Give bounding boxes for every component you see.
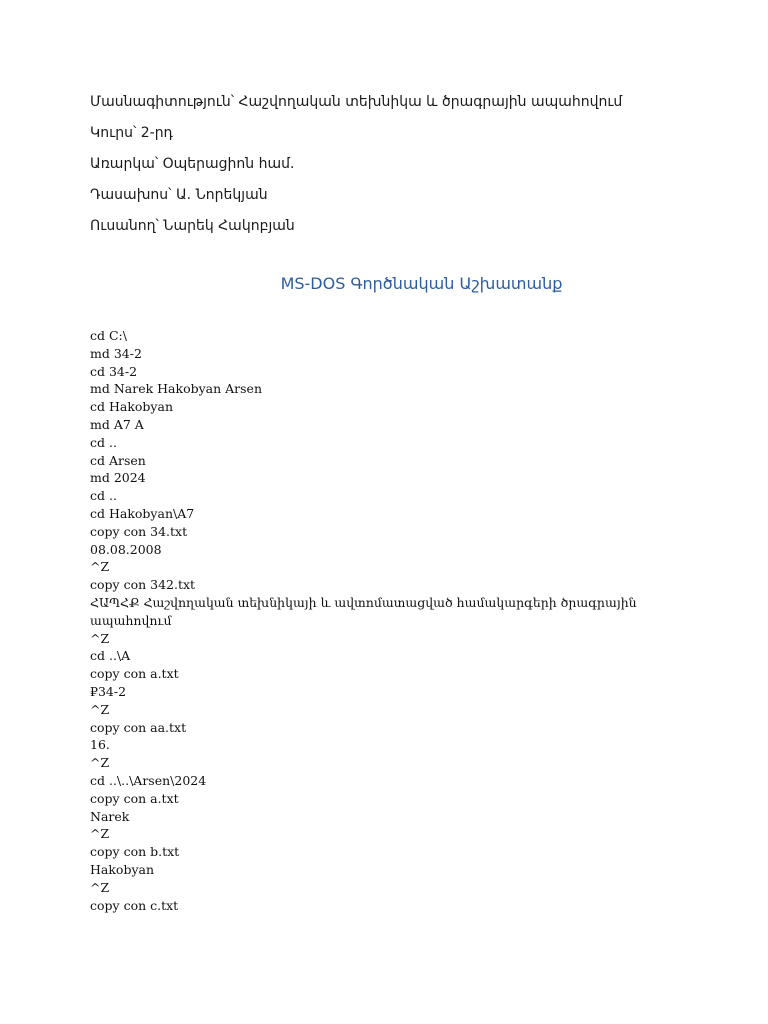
command-line: ^Z bbox=[90, 559, 110, 575]
command-line: md Narek Hakobyan Arsen bbox=[90, 381, 262, 397]
command-line: ₽34-2 bbox=[90, 683, 127, 699]
command-line: Narek bbox=[90, 808, 130, 824]
command-line: cd ..\A bbox=[90, 648, 131, 664]
command-line: copy con a.txt bbox=[90, 666, 179, 682]
command-line: cd C:\ bbox=[90, 328, 127, 343]
command-line: md 2024 bbox=[90, 470, 146, 486]
command-line: md 34-2 bbox=[90, 345, 142, 361]
command-line: copy con 34.txt bbox=[90, 523, 188, 539]
command-line: Hakobyan bbox=[90, 861, 155, 877]
command-line: ՀԱՊՀՔ Հաշվողական տեխնիկայի և ավտոմատացված համակարգերի ծրագրային ապահովում bbox=[90, 594, 641, 628]
document-title: MS-DOS Գործնական Աշխատանք bbox=[280, 274, 563, 293]
command-line: ^Z bbox=[90, 630, 110, 646]
command-line: copy con c.txt bbox=[90, 897, 179, 913]
student-line: Ուսանող՝ Նարեկ Հակոբյան bbox=[90, 218, 295, 234]
command-line: 16. bbox=[90, 737, 110, 753]
command-line: ^Z bbox=[90, 826, 110, 842]
command-line: ^Z bbox=[90, 755, 110, 771]
command-line: cd ..\..\Arsen\2024 bbox=[90, 772, 207, 788]
subject-line: Առարկա՝ Օպերացիոն համ. bbox=[90, 156, 295, 172]
course-line: Կուրս՝ 2-րդ bbox=[90, 125, 173, 141]
command-line: md A7 A bbox=[90, 416, 144, 432]
command-line: cd Hakobyan bbox=[90, 399, 173, 415]
command-line: cd Hakobyan\A7 bbox=[90, 505, 195, 521]
command-line: ^Z bbox=[90, 879, 110, 895]
document-header bbox=[90, 92, 730, 247]
command-line: cd .. bbox=[90, 434, 117, 450]
command-list bbox=[90, 327, 710, 914]
command-line: copy con a.txt bbox=[90, 790, 179, 806]
command-line: cd 34-2 bbox=[90, 363, 138, 379]
command-line: copy con b.txt bbox=[90, 844, 180, 860]
command-line: cd Arsen bbox=[90, 452, 146, 468]
command-line: copy con 342.txt bbox=[90, 577, 196, 593]
command-line: 08.08.2008 bbox=[90, 541, 162, 557]
command-line: cd .. bbox=[90, 488, 117, 504]
specialty-line: Մասնագիտություն՝ Հաշվողական տեխնիկա և ծրագրային ապահովում bbox=[90, 94, 623, 110]
teacher-line: Դասախոս՝ Ա. Նորեկյան bbox=[90, 187, 268, 203]
command-line: ^Z bbox=[90, 701, 110, 717]
command-line: copy con aa.txt bbox=[90, 719, 187, 735]
